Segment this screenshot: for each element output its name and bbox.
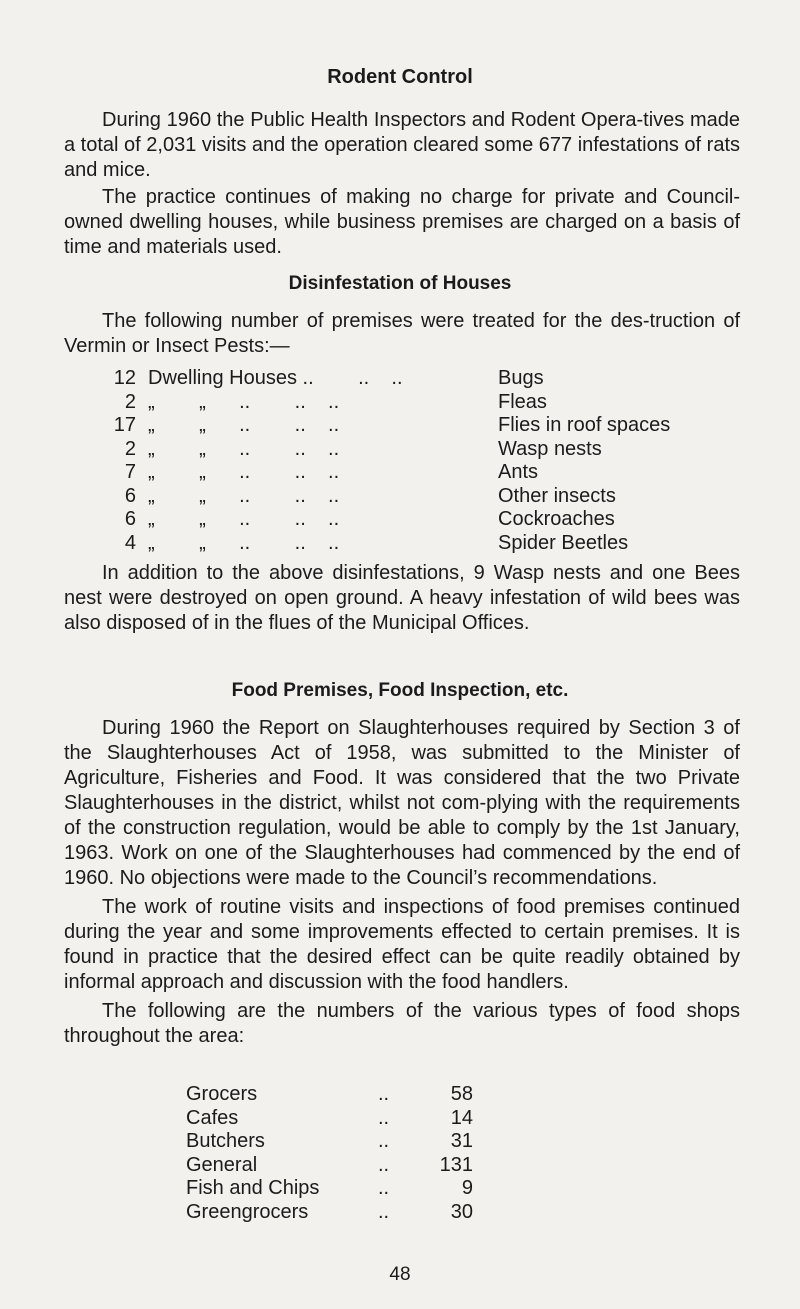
pest-row [110,367,670,391]
food-shops-table [186,1083,473,1224]
pest-name: Other insects [498,484,616,507]
disinfestation-intro: The following number of premises were treated for the des-truction of Vermin or Insect Pests:— [64,310,740,357]
disinfestation-heading: Disinfestation of Houses [288,273,512,294]
leader-dots: .. [378,1083,390,1105]
shop-count: 58 [450,1083,473,1105]
food-paragraph-1: During 1960 the Report on Slaughterhouses required by Section 3 of the Slaughterhouses Act of 1958, was submitted to the Minister of Agriculture, Fisheries and Food. It was considered that the two Private Slaughterhouses in the district, whilst not com-plying with the requirements of the construction regulation, would be able to comply by the 1st January, 1963. Work on one of the Slaughterhouses had commenced by the end of 1960. No objections were made to the Council’s recommendations. [64,717,740,889]
pest-name: Fleas [498,390,547,413]
shop-type: Greengrocers [186,1200,309,1223]
pest-row [110,414,670,438]
shop-type: Fish and Chips [186,1177,320,1199]
disinfestation-after-text: In addition to the above disinfestations, 9 Wasp nests and one Bees nest were destroyed on open ground. A heavy infestation of wild bees was also disposed of in the flues of the Municipal Offices. [64,562,740,634]
shop-count: 14 [450,1106,473,1129]
pest-premises-label: „ „ .. .. .. [148,461,340,483]
pest-premises-label: „ „ .. .. .. [148,508,340,530]
pest-count: 4 [124,531,136,554]
shop-count: 30 [450,1200,473,1223]
food-section [64,716,740,1049]
rodent-paragraph-1: During 1960 the Public Health Inspectors and Rodent Opera-tives made a total of 2,031 visits and the operation cleared some 677 infestations of rats and mice. [64,109,740,181]
food-paragraph-3: The following are the numbers of the various types of food shops throughout the area: [64,1000,740,1047]
shop-count: 31 [450,1130,473,1152]
pest-treatment-table [110,367,670,555]
leader-dots: .. [378,1177,390,1199]
shop-count: 131 [439,1153,473,1176]
pest-row [110,508,670,532]
shop-row [186,1130,473,1154]
pest-premises-label: „ „ .. .. .. [148,531,340,554]
pest-name: Bugs [498,367,544,389]
pest-name: Flies in roof spaces [498,414,671,436]
pest-name: Ants [498,461,539,483]
page-number: 48 [389,1264,411,1285]
pest-premises-label: „ „ .. .. .. [148,414,340,436]
shop-row [186,1083,473,1107]
pest-premises-label: Dwelling Houses .. .. .. [148,367,403,389]
shop-type: Butchers [186,1130,265,1152]
pest-name: Cockroaches [498,508,615,530]
leader-dots: .. [378,1130,390,1152]
pest-row [110,438,670,462]
leader-dots: .. [378,1106,390,1129]
rodent-control-heading: Rodent Control [327,66,473,88]
shop-type: General [186,1153,258,1176]
pest-row [110,485,670,509]
shop-row [186,1177,473,1201]
leader-dots: .. [378,1153,390,1176]
shop-row [186,1201,473,1225]
pest-count: 17 [113,414,136,436]
pest-count: 2 [124,390,136,413]
pest-count: 6 [124,484,136,507]
shop-type: Grocers [186,1083,258,1105]
shop-type: Cafes [186,1106,239,1129]
pest-premises-label: „ „ .. .. .. [148,390,340,413]
shop-row [186,1107,473,1131]
pest-premises-label: „ „ .. .. .. [148,437,340,460]
pest-count: 7 [124,461,136,483]
pest-count: 2 [124,437,136,460]
leader-dots: .. [378,1200,390,1223]
pest-name: Wasp nests [498,437,602,460]
pest-row [110,532,670,556]
rodent-section [64,108,740,260]
pest-count: 6 [124,508,136,530]
disinfestation-after-block [64,561,740,636]
pest-count: 12 [113,367,136,389]
food-premises-heading: Food Premises, Food Inspection, etc. [231,680,569,701]
rodent-paragraph-2: The practice continues of making no charge for private and Council-owned dwelling houses, while business premises are charged on a basis of time and materials used. [64,186,740,258]
shop-count: 9 [461,1177,473,1199]
pest-row [110,461,670,485]
pest-name: Spider Beetles [498,531,629,554]
food-paragraph-2: The work of routine visits and inspections of food premises continued during the year and some improvements effected to certain premises. It is found in practice that the desired effect can be quite readily obtained by informal approach and discussion with the food handlers. [64,896,740,993]
shop-row [186,1154,473,1178]
pest-row [110,391,670,415]
disinfestation-intro-block [64,309,740,359]
pest-premises-label: „ „ .. .. .. [148,484,340,507]
